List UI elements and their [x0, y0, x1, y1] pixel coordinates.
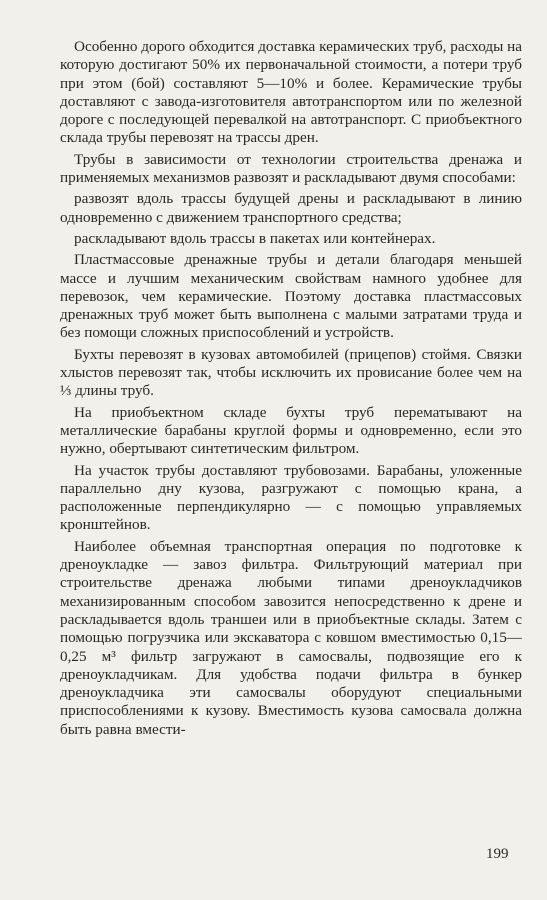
page-number: 199	[486, 846, 509, 862]
body-text	[60, 38, 522, 742]
paragraph-plastic-pipes: Пластмассовые дренажные трубы и детали благодаря меньшей массе и лучшим механическим свойствам намного удобнее для перевозок, чем керамические. Поэтому доставка пластмассовых дренажных труб может быть выполнена с малыми затратами труда и без помощи сложных приспособлений и устройств.	[60, 251, 522, 342]
paragraph-ceramic-pipe-delivery: Особенно дорого обходится доставка керамических труб, расходы на которую достигают 50% их первоначальной стоимости, а потери труб при этом (бой) составляют 5—10% и более. Керамические трубы доставляют с завода-изготовителя автотранспортом или по железной дороге с последующей перевалкой на автотранспорт. С приобъектного склада трубы перевозят на трассы дрен.	[60, 38, 522, 147]
paragraph-site-warehouse: На приобъектном складе бухты труб перематывают на металлические барабаны круглой формы и одновременно, если это нужно, обертывают синтетическим фильтром.	[60, 403, 522, 458]
paragraph-pipe-trucks: На участок трубы доставляют трубовозами. Барабаны, уложенные параллельно дну кузова, разгружают с помощью крана, а расположенные перпендикулярно — с помощью управляемых кронштейнов.	[60, 461, 522, 534]
paragraph-method-two: раскладывают вдоль трассы в пакетах или контейнерах.	[74, 229, 436, 247]
paragraph-distribution-methods: Трубы в зависимости от технологии строительства дренажа и применяемых механизмов развозят и раскладывают двумя способами:	[60, 150, 522, 187]
paragraph-coils-transport: Бухты перевозят в кузовах автомобилей (прицепов) стоймя. Связки хлыстов перевозят так, чтобы исключить их провисание более чем на ⅓ длины труб.	[60, 345, 522, 400]
paragraph-method-one: развозят вдоль трассы будущей дрены и раскладывают в линию одновременно с движением транспортного средства;	[60, 190, 522, 226]
paragraph-filter-delivery: Наиболее объемная транспортная операция по подготовке к дреноукладке — завоз фильтра. Фильтрующий материал при строительстве дренажа любыми типами дреноукладчиков механизированным способом завозится непосредственно к дрене и раскладывается вдоль траншеи или в приобъектные склады. Затем с помощью погрузчика или экскаватора с ковшом вместимостью 0,15—0,25 м³ фильтр загружают в самосвалы, подвозящие его к дреноукладчикам. Для удобства подачи фильтра в бункер дреноукладчика эти самосвалы оборудуют специальными приспособлениями к кузову. Вместимость кузова самосвала должна быть равна вмести-	[60, 537, 522, 738]
